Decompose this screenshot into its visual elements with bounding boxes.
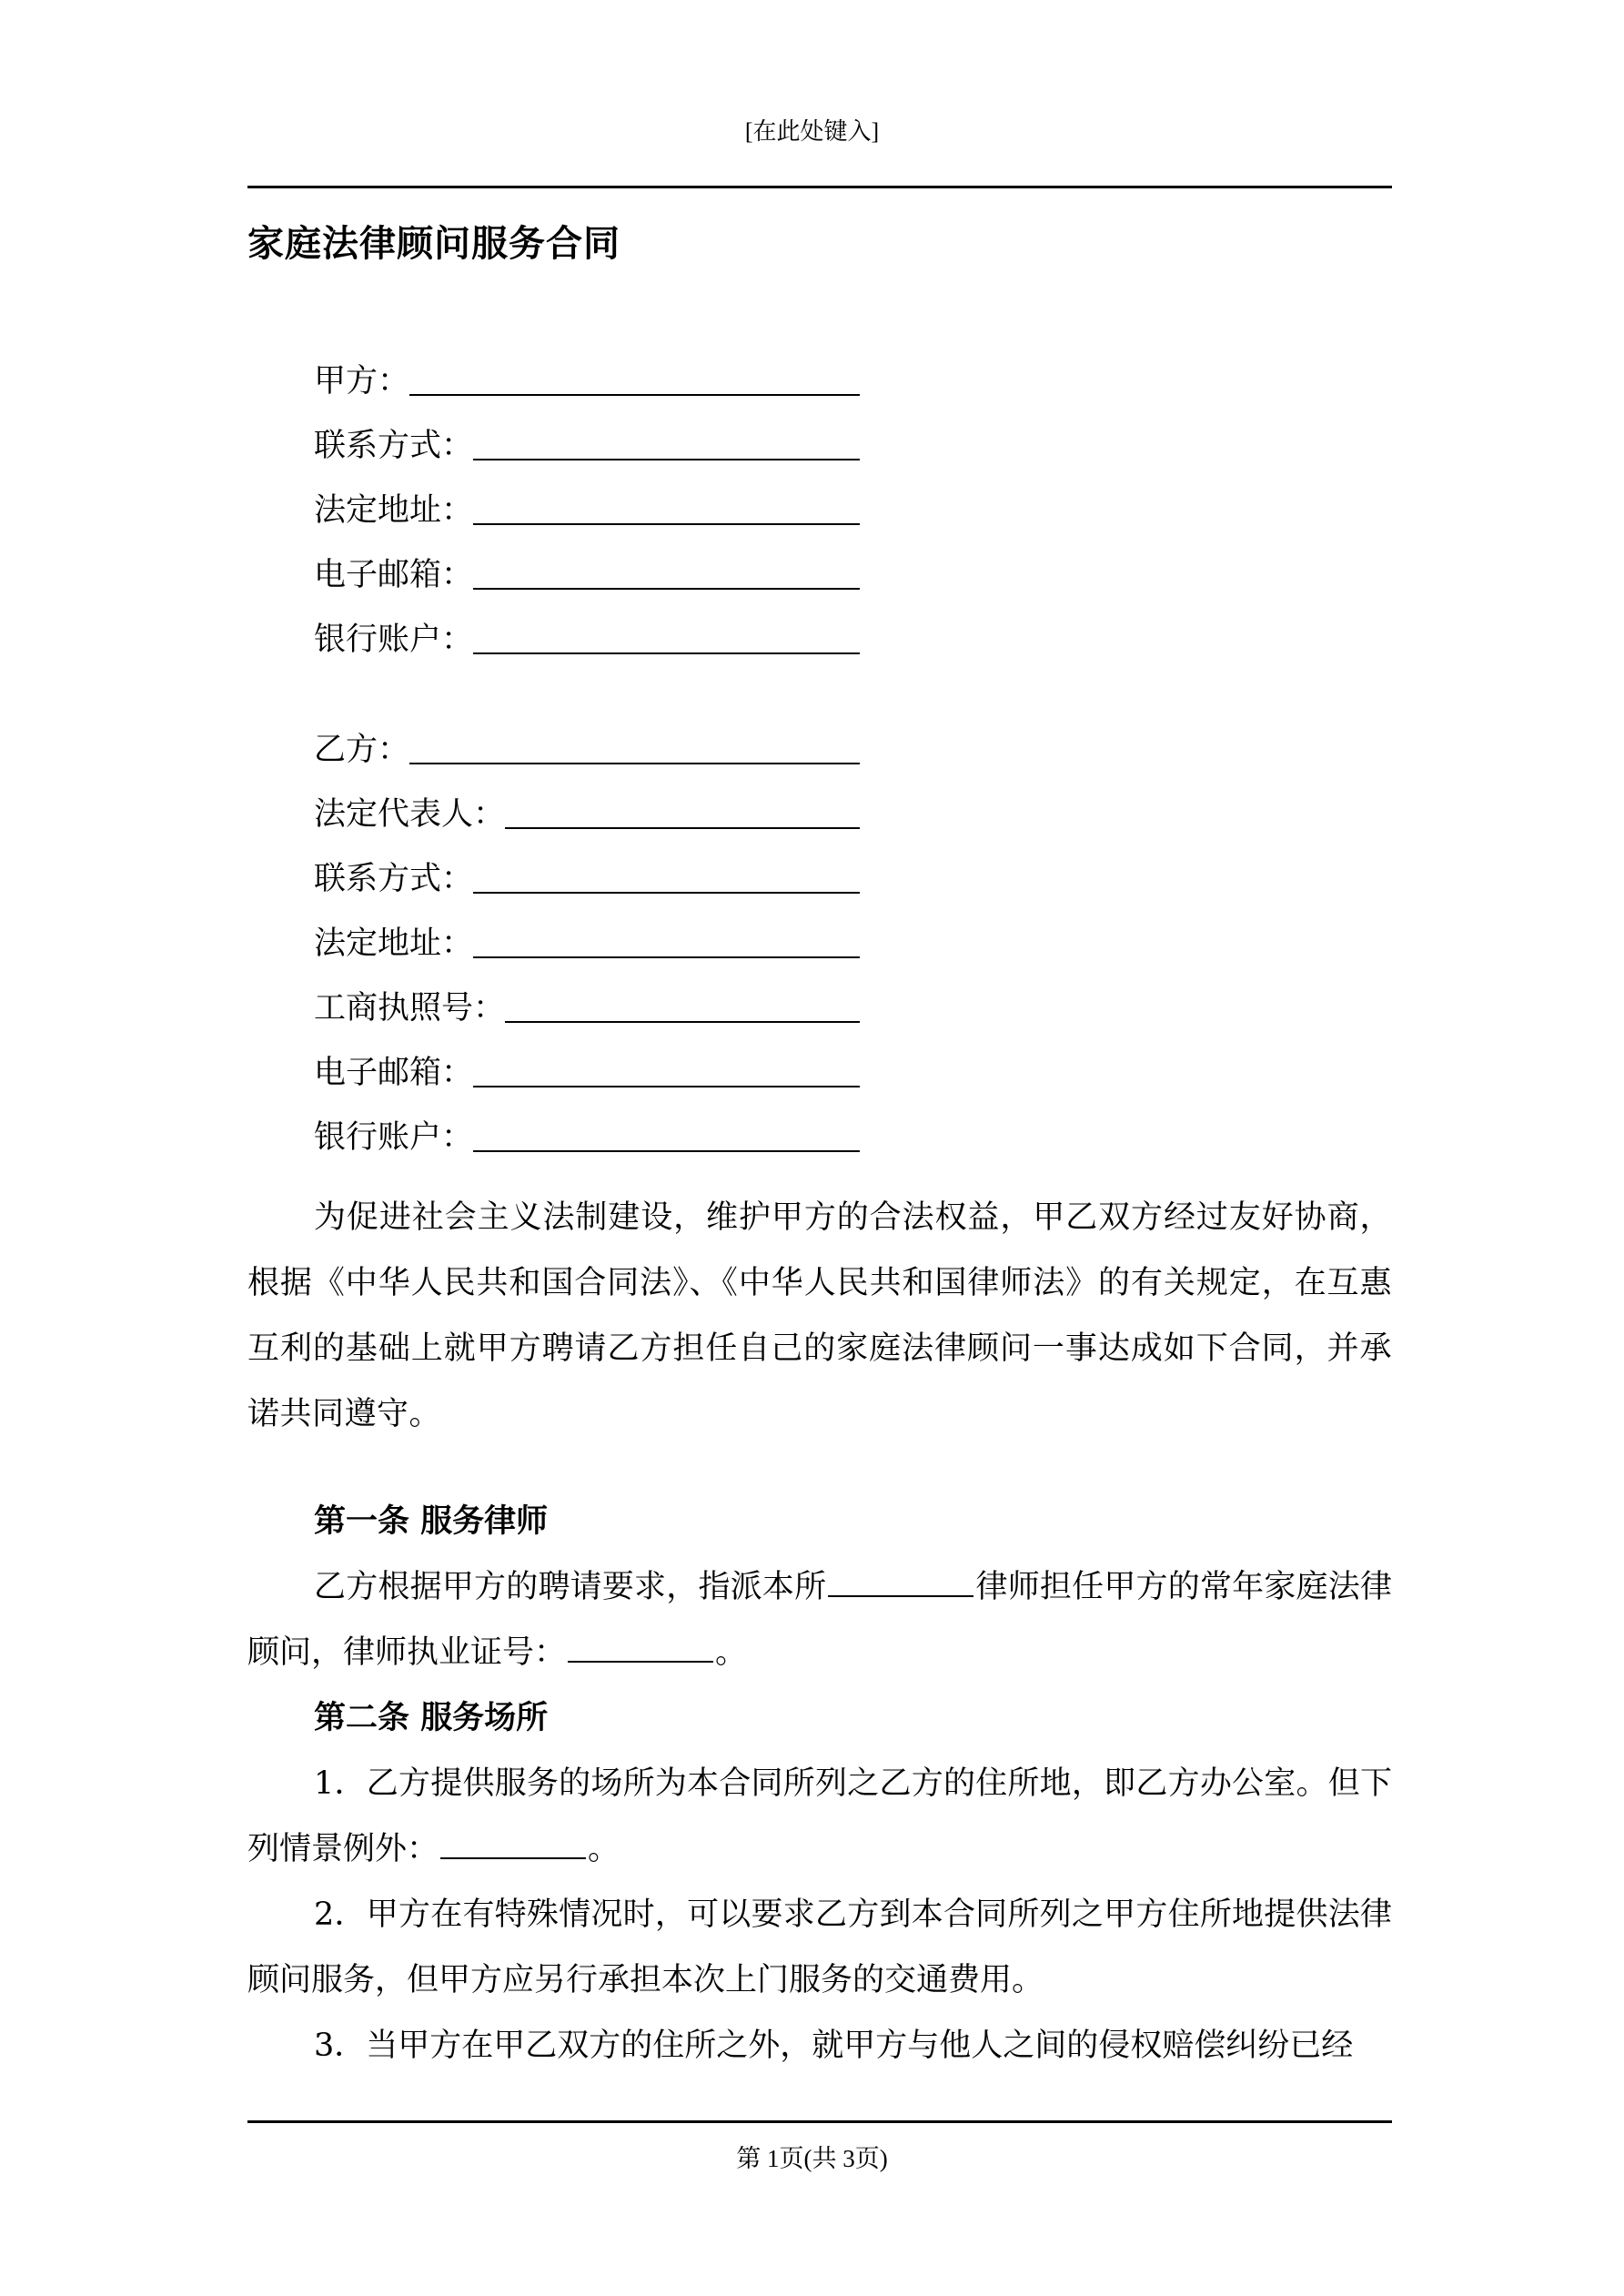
article-1-text-middle: 律师担任甲方的常年家庭法律顾问，律师执业证号： bbox=[247, 1569, 1392, 1671]
fill-in-blank[interactable] bbox=[505, 1012, 860, 1023]
intro-section bbox=[247, 1185, 1392, 1447]
field-row-email bbox=[314, 1030, 860, 1095]
field-row-contact bbox=[314, 836, 860, 901]
field-row-bank bbox=[314, 597, 860, 662]
article-2-item-3: 3．当甲方在甲乙双方的住所之外，就甲方与他人之间的侵权赔偿纠纷已经 bbox=[314, 2028, 1354, 2064]
page-number: 第 1页(共 3页) bbox=[736, 2145, 888, 2172]
article-1-paragraph bbox=[247, 1554, 1392, 1685]
fill-in-blank[interactable] bbox=[473, 883, 860, 894]
field-row-party-a bbox=[314, 339, 860, 403]
article-2-item-2: 2．甲方在有特殊情况时，可以要求乙方到本合同所列之甲方住所地提供法律顾问服务，但甲方应另行承担本次上门服务的交通费用。 bbox=[247, 1896, 1392, 1998]
intro-paragraph: 为促进社会主义法制建设，维护甲方的合法权益，甲乙双方经过友好协商，根据《中华人民共和国合同法》、《中华人民共和国律师法》的有关规定，在互惠互利的基础上就甲方聘请乙方担任自己的家庭法律顾问一事达成如下合同，并承诺共同遵守。 bbox=[247, 1199, 1392, 1432]
field-row-legal-rep bbox=[314, 772, 860, 836]
field-row-party-b bbox=[314, 707, 860, 772]
fill-in-blank[interactable] bbox=[473, 450, 860, 460]
footer-divider bbox=[247, 2120, 1392, 2123]
article-1-text-end: 。 bbox=[715, 1634, 748, 1671]
party-a-fields bbox=[314, 339, 860, 662]
fill-in-blank[interactable] bbox=[409, 754, 860, 764]
fill-in-blank[interactable] bbox=[409, 385, 860, 396]
field-label: 法定代表人： bbox=[314, 796, 506, 833]
fill-in-blank[interactable] bbox=[473, 643, 860, 654]
field-row-contact bbox=[314, 403, 860, 468]
fill-in-blank[interactable] bbox=[473, 514, 860, 525]
article-2-heading: 第二条 服务场所 bbox=[314, 1699, 549, 1736]
article-2-item-1 bbox=[247, 1751, 1392, 1882]
fill-in-blank[interactable] bbox=[505, 818, 860, 829]
fill-in-blank[interactable] bbox=[473, 1141, 860, 1152]
field-label: 电子邮箱： bbox=[314, 1055, 474, 1091]
exception-blank[interactable] bbox=[440, 1832, 586, 1859]
article-2-item-1-end: 。 bbox=[588, 1831, 620, 1867]
field-label: 工商执照号： bbox=[314, 990, 506, 1027]
fill-in-blank[interactable] bbox=[473, 579, 860, 590]
license-number-blank[interactable] bbox=[568, 1635, 713, 1663]
page-header: [在此处键入] bbox=[744, 118, 880, 145]
field-label: 乙方： bbox=[314, 732, 410, 768]
field-label: 银行账户： bbox=[314, 622, 474, 658]
document-title: 家庭法律顾问服务合同 bbox=[247, 222, 620, 265]
field-label: 银行账户： bbox=[314, 1119, 474, 1156]
field-label: 法定地址： bbox=[314, 492, 474, 529]
article-2-item-1-text: 1．乙方提供服务的场所为本合同所列之乙方的住所地，即乙方办公室。但下列情景例外： bbox=[247, 1765, 1392, 1867]
field-row-bank bbox=[314, 1095, 860, 1159]
fill-in-blank[interactable] bbox=[473, 1077, 860, 1087]
article-1-heading: 第一条 服务律师 bbox=[314, 1502, 549, 1540]
field-row-address bbox=[314, 468, 860, 532]
field-label: 电子邮箱： bbox=[314, 557, 474, 593]
party-fields bbox=[314, 339, 860, 1159]
field-label: 甲方： bbox=[314, 363, 410, 400]
field-row-address bbox=[314, 901, 860, 966]
articles-section bbox=[247, 1489, 1392, 2079]
field-row-license bbox=[314, 966, 860, 1030]
header-divider bbox=[247, 186, 1392, 188]
field-label: 法定地址： bbox=[314, 925, 474, 962]
lawyer-name-blank[interactable] bbox=[828, 1570, 973, 1597]
field-label: 联系方式： bbox=[314, 861, 474, 897]
article-1-text-start: 乙方根据甲方的聘请要求，指派本所 bbox=[314, 1569, 827, 1605]
fill-in-blank[interactable] bbox=[473, 947, 860, 958]
party-b-fields bbox=[314, 707, 860, 1159]
field-row-email bbox=[314, 532, 860, 597]
field-label: 联系方式： bbox=[314, 428, 474, 464]
